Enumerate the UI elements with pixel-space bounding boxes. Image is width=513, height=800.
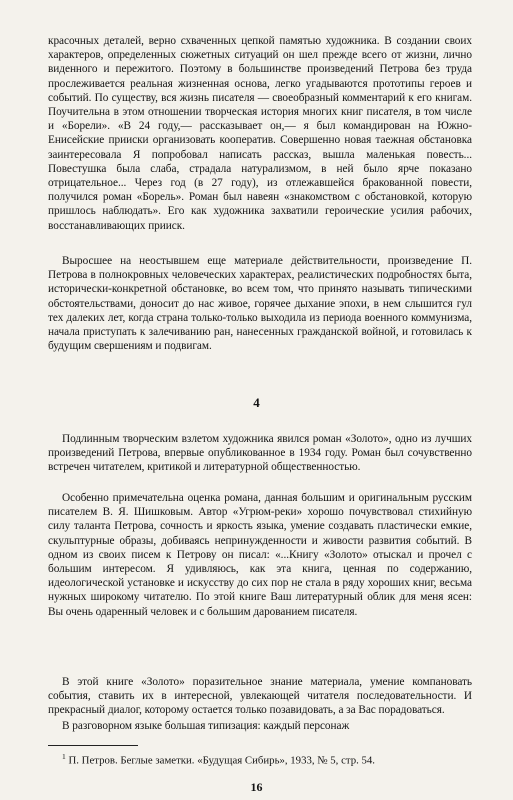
footnote [48, 750, 472, 768]
paragraph: Подлинным творческим взлетом художника явился роман «Золото», одно из лучших произведений Петрова, впервые опубликованное в 1934 году. Роман был сочувственно встречен читателем, критикой и литературной общественностью. [48, 433, 472, 474]
footnote-divider [48, 745, 138, 746]
footnote-marker: 1 [62, 752, 66, 761]
footnote-text: П. Петров. Беглые заметки. «Будущая Сибирь», 1933, № 5, стр. 54. [65, 754, 376, 767]
page-number: 16 [250, 780, 263, 794]
paragraph: Особенно примечательна оценка романа, данная большим и оригинальным русским писателем В. Я. Шишковым. Автор «Угрюм-реки» хорошо почувствовал стихийную силу таланта Петрова, сочность и яркость языка, умение создавать пластически емкие, скульптурные образы, добиваясь непринужденности и живости развития событий. В одном из своих писем к Петрову он писал: «...Книгу «Золото» отыскал и прочел с большим интересом. Я удивляюсь, как эта книга, ценная по содержанию, идеологической установке и искусству до сих пор не стала в ряду хороших книг, весьма нужных широкому читателю. По этой книге Ваш литературный облик для меня ясен: Вы очень одаренный человек и с большим дарованием писателя. [48, 492, 472, 618]
section-number: 4 [253, 395, 260, 410]
paragraph: Выросшее на неостывшем еще материале действительности, произведение П. Петрова в полнокровных человеческих характерах, реалистических подробностях быта, исторически-конкретной обстановке, во всем том, что принято называть типическими обстоятельствами, доносит до нас живое, горячее дыхание эпохи, в нем слышится гул тех далеких лет, когда страна только-только выходила из периода военного коммунизма, начала приступать к залечиванию ран, нанесенных гражданской войной, и готовилась к будущим свершениям и подвигам. [48, 255, 472, 353]
paragraph: В разговорном языке большая типизация: каждый персонаж [62, 720, 350, 732]
paragraph: В этой книге «Золото» поразительное знание материала, умение компановать события, ставить их в интересной, увлекающей читателя последовательности. И прекрасный диалог, которому остается только позавидовать, а за Вас порадоваться. [48, 676, 472, 717]
paragraph-continuation: красочных деталей, верно схваченных цепкой памятью художника. В создании своих характеров, определенных сюжетных ситуаций он шел прежде всего от жизни, лично виденного и пережитого. Поэтому в большинстве произведений Петрова без труда прослеживается реальная жизненная основа, легко угадываются прототипы героев и событий. По существу, вся жизнь писателя — своеобразный комментарий к его книгам. Поучительна в этом отношении творческая история многих книг писателя, в том числе и «Борели». «В 24 году,— рассказывает он,— я был командирован на Южно-Енисейские прииски организовать кооператив. Совершенно новая таежная обстановка заинтересовала Я попробовал написать рассказ, вышла маленькая повесть... Повестушка была слаба, страдала натурализмом, в ней было ярче показано отрицательное... Через год (в 27 году), из отлежавшейся бракованной повести, получился роман «Борель». Роман был навеян «знакомством с обстановкой, которую пришлось наблюдать». Его как художника захватили героические усилия рабочих, восстанавливающих прииск. [48, 35, 472, 232]
